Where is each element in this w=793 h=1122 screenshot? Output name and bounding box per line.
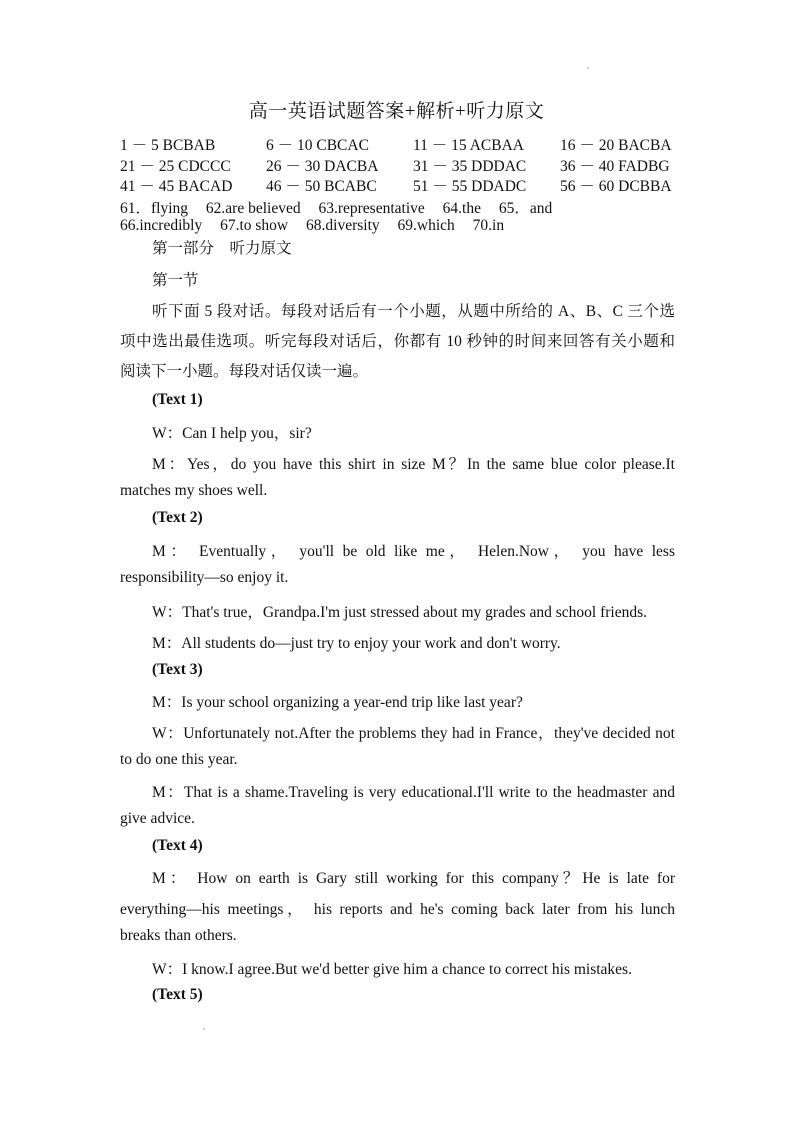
text-label: (Text 2) bbox=[152, 509, 203, 526]
dialogue-line: M：Yes，do you have this shirt in size M？In the same blue color please.It bbox=[152, 456, 675, 473]
answer-group: 11 － 15 ACBAA bbox=[413, 137, 524, 154]
answer-group: 51 － 55 DDADC bbox=[413, 178, 527, 195]
answer-group: 1 － 5 BCBAB bbox=[120, 137, 216, 154]
fill-answer: 68.diversity bbox=[306, 217, 380, 234]
text-label: (Text 5) bbox=[152, 986, 203, 1003]
fill-answer: 66.incredibly bbox=[120, 217, 203, 234]
answer-group: 31 － 35 DDDAC bbox=[413, 157, 527, 175]
fill-answer: 69.which bbox=[397, 217, 455, 234]
scan-speck bbox=[203, 1028, 205, 1030]
instruction-line: 项中选出最佳选项。听完每段对话后，你都有 10 秒钟的时间来回答有关小题和 bbox=[120, 333, 675, 350]
dialogue-line: give advice. bbox=[120, 810, 195, 827]
dialogue-line: M：That is a shame.Traveling is very educational.I'll write to the headmaster and bbox=[152, 784, 675, 801]
dialogue-line: M： How on earth is Gary still working for this company？He is late for bbox=[152, 870, 675, 887]
fill-answers-line-1 bbox=[120, 196, 566, 218]
dialogue-line: responsibility—so enjoy it. bbox=[120, 569, 289, 586]
answer-group: 21 － 25 CDCCC bbox=[120, 157, 231, 175]
dialogue-line: W：Unfortunately not.After the problems they had in France，they've decided not bbox=[152, 725, 675, 742]
answer-group: 36 － 40 FADBG bbox=[560, 157, 670, 175]
dialogue-line: W：That's true，Grandpa.I'm just stressed about my grades and school friends. bbox=[152, 604, 648, 621]
fill-answer: 70.in bbox=[472, 217, 505, 234]
dialogue-line: matches my shoes well. bbox=[120, 482, 268, 499]
text-label: (Text 3) bbox=[152, 661, 203, 678]
subsection-heading: 第一节 bbox=[152, 272, 199, 289]
fill-answer: 64.the bbox=[442, 200, 481, 217]
dialogue-line: W：I know.I agree.But we'd better give him a chance to correct his mistakes. bbox=[152, 961, 632, 978]
dialogue-line: breaks than others. bbox=[120, 927, 237, 944]
dialogue-line: to do one this year. bbox=[120, 751, 238, 768]
dialogue-line: everything—his meetings， his reports and he's coming back later from his lunch bbox=[120, 901, 675, 918]
page-title: 高一英语试题答案+解析+听力原文 bbox=[248, 101, 545, 122]
answer-group: 56 － 60 DCBBA bbox=[560, 178, 672, 195]
instruction-line: 阅读下一小题。每段对话仅读一遍。 bbox=[120, 363, 369, 380]
scan-speck bbox=[587, 67, 589, 69]
fill-answer: 62.are believed bbox=[205, 200, 301, 217]
answer-group: 26 － 30 DACBA bbox=[266, 157, 379, 175]
dialogue-line: M： Eventually， you'll be old like me， Helen.Now， you have less bbox=[152, 543, 675, 560]
fill-answer: 63.representative bbox=[318, 200, 425, 217]
fill-answer: 61．flying bbox=[120, 200, 189, 217]
section-heading: 第一部分 听力原文 bbox=[152, 240, 292, 257]
dialogue-line: M：All students do—just try to enjoy your work and don't worry. bbox=[152, 635, 561, 652]
dialogue-line: W：Can I help you，sir? bbox=[152, 425, 312, 442]
fill-answers-line-2 bbox=[120, 217, 518, 235]
instruction-line: 听下面 5 段对话。每段对话后有一个小题，从题中所给的 A、B、C 三个选 bbox=[152, 303, 675, 320]
text-label: (Text 1) bbox=[152, 391, 203, 408]
dialogue-line: M：Is your school organizing a year-end trip like last year? bbox=[152, 694, 523, 711]
fill-answer: 67.to show bbox=[220, 217, 289, 234]
answer-group: 6 － 10 CBCAC bbox=[266, 137, 369, 154]
answer-group: 16 － 20 BACBA bbox=[560, 137, 672, 154]
answer-group: 46 － 50 BCABC bbox=[266, 178, 377, 195]
answer-group: 41 － 45 BACAD bbox=[120, 178, 233, 195]
text-label: (Text 4) bbox=[152, 837, 203, 854]
fill-answer: 65．and bbox=[498, 200, 553, 217]
